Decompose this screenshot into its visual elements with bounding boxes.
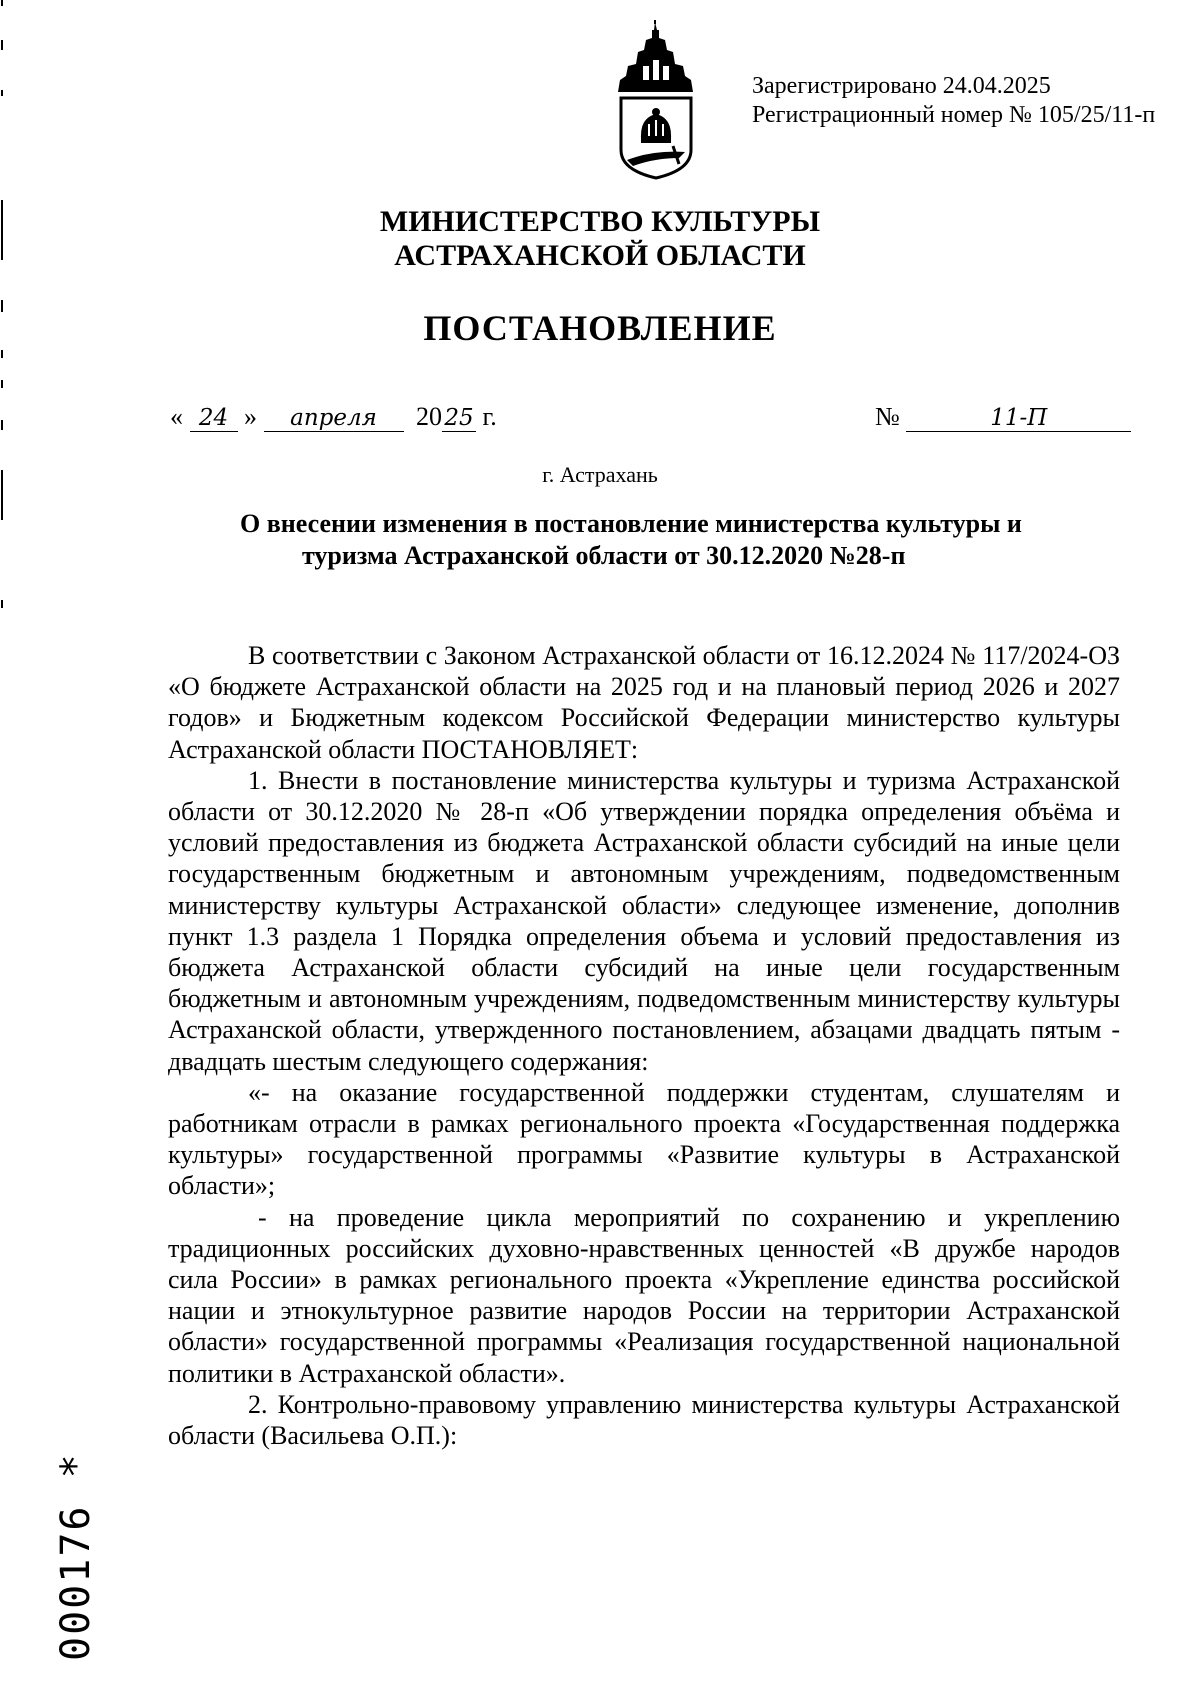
city: г. Астрахань bbox=[542, 462, 658, 487]
registration-date: Зарегистрировано 24.04.2025 bbox=[752, 73, 1051, 99]
paragraph-preamble: В соответствии с Законом Астраханской области от 16.12.2024 № 117/2024-ОЗ «О бюджете Астраханской области на 2025 год и на плановый период 2026 и 2027 годов» и Бюджетным кодексом Российской Федерации министерство культуры Астраханской области ПОСТАНОВЛЯЕТ: bbox=[168, 641, 1120, 764]
document-type: ПОСТАНОВЛЕНИЕ bbox=[423, 308, 777, 348]
date-year-unit: г. bbox=[482, 402, 497, 431]
document-body bbox=[168, 640, 1120, 1451]
date-month: апреля bbox=[264, 405, 404, 432]
date-year-suffix: 25 bbox=[442, 405, 476, 432]
side-code-text: 000176 * bbox=[53, 1452, 99, 1661]
ministry-title bbox=[0, 205, 1200, 273]
subject-line2: туризма Астраханской области от 30.12.2020 №28-п bbox=[302, 541, 906, 570]
side-document-code bbox=[28, 1318, 128, 1661]
document-date bbox=[170, 402, 497, 432]
date-day: 24 bbox=[190, 405, 238, 432]
paragraph-addition-2: - на проведение цикла мероприятий по сохранению и укреплению традиционных российских духовно-нравственных ценностей «В дружбе народов сила России» в рамках регионального проекта «Укрепление единства российской нации и этнокультурное развитие народов России на территории Астраханской области» государственной программы «Реализация государственной национальной политики в Астраханской области». bbox=[168, 1202, 1120, 1388]
paragraph-item-1: 1. Внести в постановление министерства культуры и туризма Астраханской области от 30.12.2020 № 28-п «Об утверждении порядка определения объёма и условий предоставления из бюджета Астраханской области субсидий на иные цели государственным бюджетным и автономным учреждениям, подведомственным министерству культуры Астраханской области» следующее изменение, дополнив пункт 1.3 раздела 1 Порядка определения объема и условий предоставления из бюджета Астраханской области субсидий на иные цели государственным бюджетным и автономным учреждениям, подведомственным министерству культуры Астраханской области, утвержденного постановлением, абзацами двадцать пятым - двадцать шестым следующего содержания: bbox=[168, 765, 1120, 1076]
document-number bbox=[875, 402, 1131, 432]
number-label: № bbox=[875, 402, 900, 431]
date-year-prefix: 20 bbox=[416, 402, 442, 431]
registration-stamp bbox=[752, 72, 1155, 130]
ministry-title-line1: МИНИСТЕРСТВО КУЛЬТУРЫ bbox=[379, 205, 821, 238]
date-close-quote: » bbox=[244, 402, 257, 431]
date-open-quote: « bbox=[170, 402, 183, 431]
astrakhan-coat-of-arms-icon bbox=[613, 20, 698, 180]
ministry-title-line2: АСТРАХАНСКОЙ ОБЛАСТИ bbox=[394, 239, 806, 272]
registration-number: Регистрационный номер № 105/25/11-п bbox=[752, 102, 1156, 128]
document-subject bbox=[240, 508, 1120, 572]
subject-line1: О внесении изменения в постановление министерства культуры и bbox=[240, 509, 1022, 538]
number-value: 11-П bbox=[906, 405, 1131, 432]
paragraph-addition-1: «- на оказание государственной поддержки студентам, слушателям и работникам отрасли в рамках регионального проекта «Государственная поддержка культуры» государственной программы «Развитие культуры в Астраханской области»; bbox=[168, 1077, 1120, 1201]
paragraph-item-2: 2. Контрольно-правовому управлению министерства культуры Астраханской области (Васильева О.П.): bbox=[168, 1389, 1120, 1451]
